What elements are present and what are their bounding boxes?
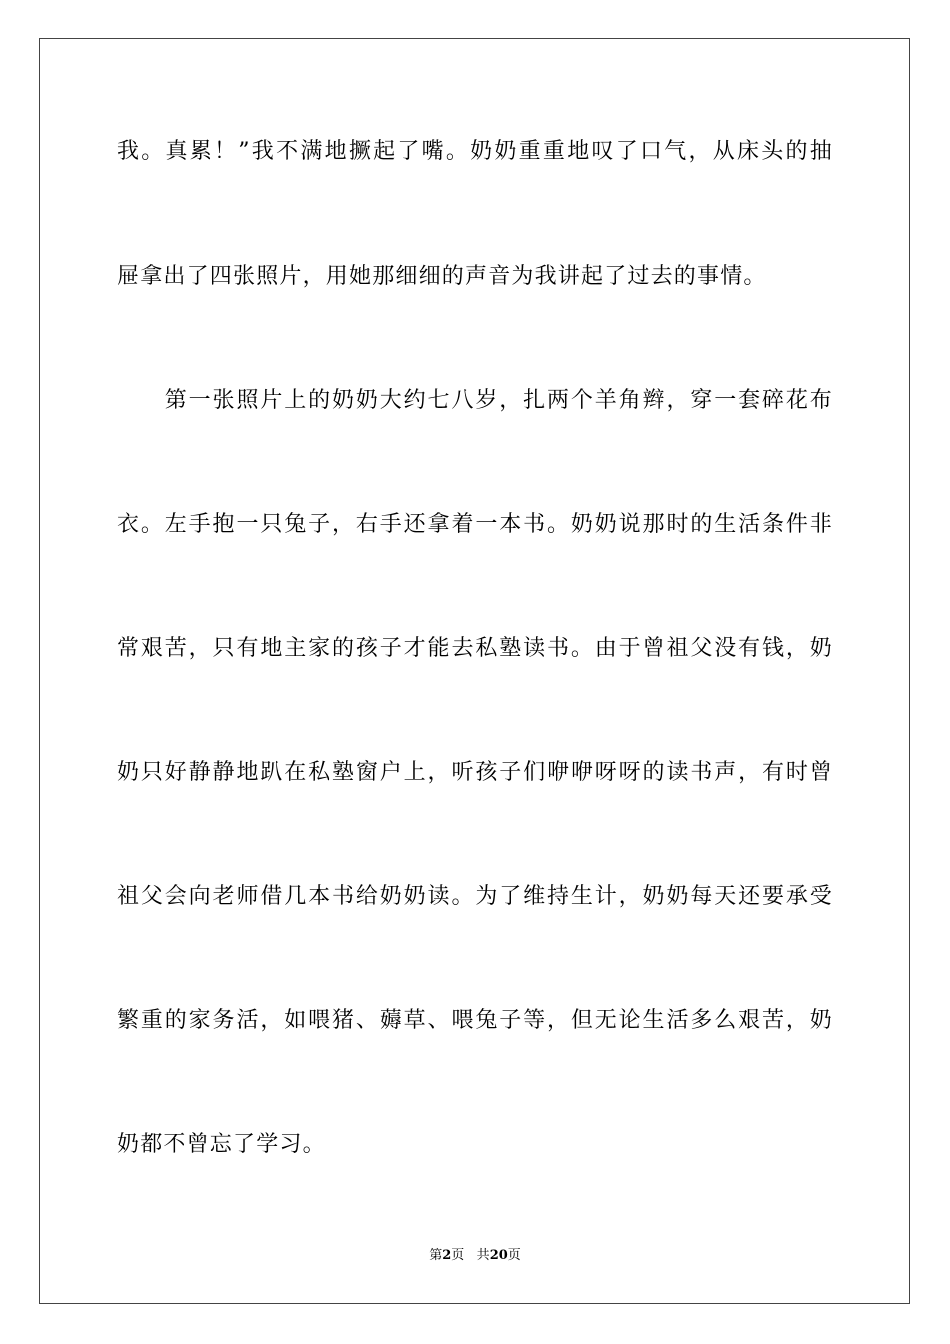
body-text-line-1: 我。真累！”我不满地撅起了嘴。奶奶重重地叹了口气，从床头的抽	[117, 139, 833, 164]
body-text-line-2: 屉拿出了四张照片，用她那细细的声音为我讲起了过去的事情。	[117, 264, 767, 289]
footer-page-prefix: 第	[429, 1248, 443, 1263]
body-text-line-7: 祖父会向老师借几本书给奶奶读。为了维持生计，奶奶每天还要承受	[117, 884, 833, 909]
footer-total-prefix: 共	[476, 1248, 490, 1263]
body-text-line-5: 常艰苦，只有地主家的孩子才能去私塾读书。由于曾祖父没有钱，奶	[117, 636, 833, 661]
body-text-line-8: 繁重的家务活，如喂猪、薅草、喂兔子等，但无论生活多么艰苦，奶	[117, 1008, 833, 1033]
footer-total-pages: 20	[489, 1248, 508, 1263]
page-footer	[0, 1247, 950, 1265]
footer-page-suffix: 页	[451, 1248, 465, 1263]
footer-total-suffix: 页	[507, 1248, 521, 1263]
body-text-line-6: 奶只好静静地趴在私塾窗户上，听孩子们咿咿呀呀的读书声，有时曾	[117, 760, 833, 785]
body-text-line-4: 衣。左手抱一只兔子，右手还拿着一本书。奶奶说那时的生活条件非	[117, 512, 833, 537]
page-border	[39, 38, 910, 1304]
footer-page-number: 2	[442, 1248, 452, 1263]
body-text-line-3: 第一张照片上的奶奶大约七八岁，扎两个羊角辫，穿一套碎花布	[117, 388, 833, 413]
body-text-line-9: 奶都不曾忘了学习。	[117, 1132, 326, 1157]
